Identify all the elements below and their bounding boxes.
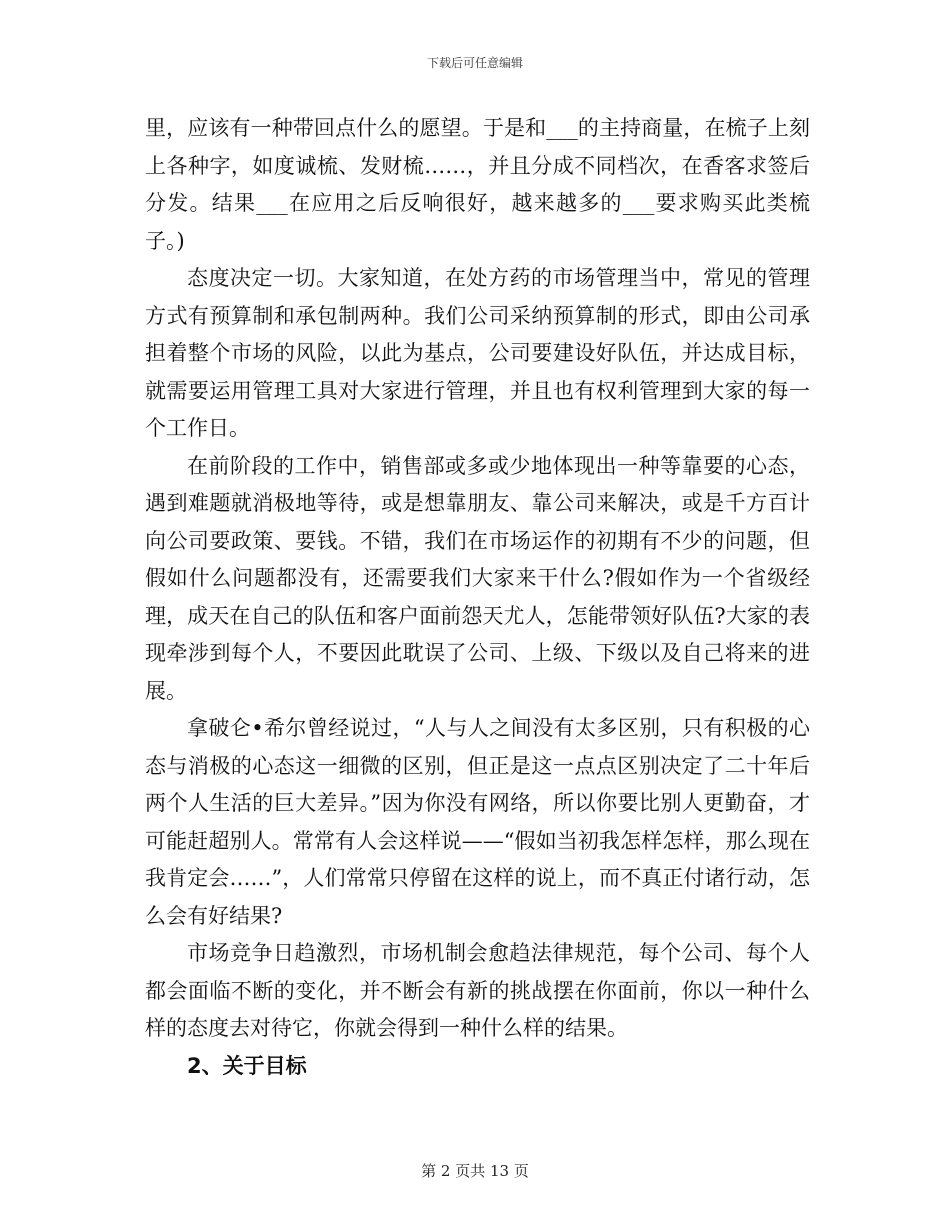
- paragraph-continuation: 里，应该有一种带回点什么的愿望。于是和___的主持商量，在梳子上刻上各种字，如度诚梳、发财梳……，并且分成不同档次，在香客求签后分发。结果___在应用之后反响很好，越来越多的___要求购买此类梳子。): [145, 116, 810, 253]
- paragraph-sales-mindset: 在前阶段的工作中，销售部或多或少地体现出一种等靠要的心态，遇到难题就消极地等待，或是想靠朋友、靠公司来解决，或是千方百计向公司要政策、要钱。不错，我们在市场运作的初期有不少的问题，但假如什么问题都没有，还需要我们大家来干什么?假如作为一个省级经理，成天在自己的队伍和客户面前怨天尤人，怎能带领好队伍?大家的表现牵涉到每个人，不要因此耽误了公司、上级、下级以及自己将来的进展。: [145, 453, 810, 703]
- document-body: [145, 110, 810, 1085]
- paragraph-napoleon-hill-quote: 拿破仑•希尔曾经说过，“人与人之间没有太多区别，只有积极的心态与消极的心态这一细微的区别，但正是这一点点区别决定了二十年后两个人生活的巨大差异。”因为你没有网络，所以你要比别人更勤奋，才可能赶超别人。常常有人会这样说——“假如当初我怎样怎样，那么现在我肯定会……”，人们常常只停留在这样的说上，而不真正付诸行动，怎么会有好结果?: [145, 716, 810, 928]
- page-header: 下载后可任意编辑: [426, 56, 523, 70]
- paragraph-market-competition: 市场竞争日趋激烈，市场机制会愈趋法律规范，每个公司、每个人都会面临不断的变化，并不断会有新的挑战摆在你面前，你以一种什么样的态度去对待它，你就会得到一种什么样的结果。: [145, 941, 810, 1040]
- section-heading: 2、关于目标: [187, 1053, 307, 1078]
- page-footer: 第 2 页共 13 页: [421, 1162, 529, 1180]
- paragraph-attitude: 态度决定一切。大家知道，在处方药的市场管理当中，常见的管理方式有预算制和承包制两种。我们公司采纳预算制的形式，即由公司承担着整个市场的风险，以此为基点，公司要建设好队伍，并达成目标，就需要运用管理工具对大家进行管理，并且也有权利管理到大家的每一个工作日。: [145, 266, 810, 440]
